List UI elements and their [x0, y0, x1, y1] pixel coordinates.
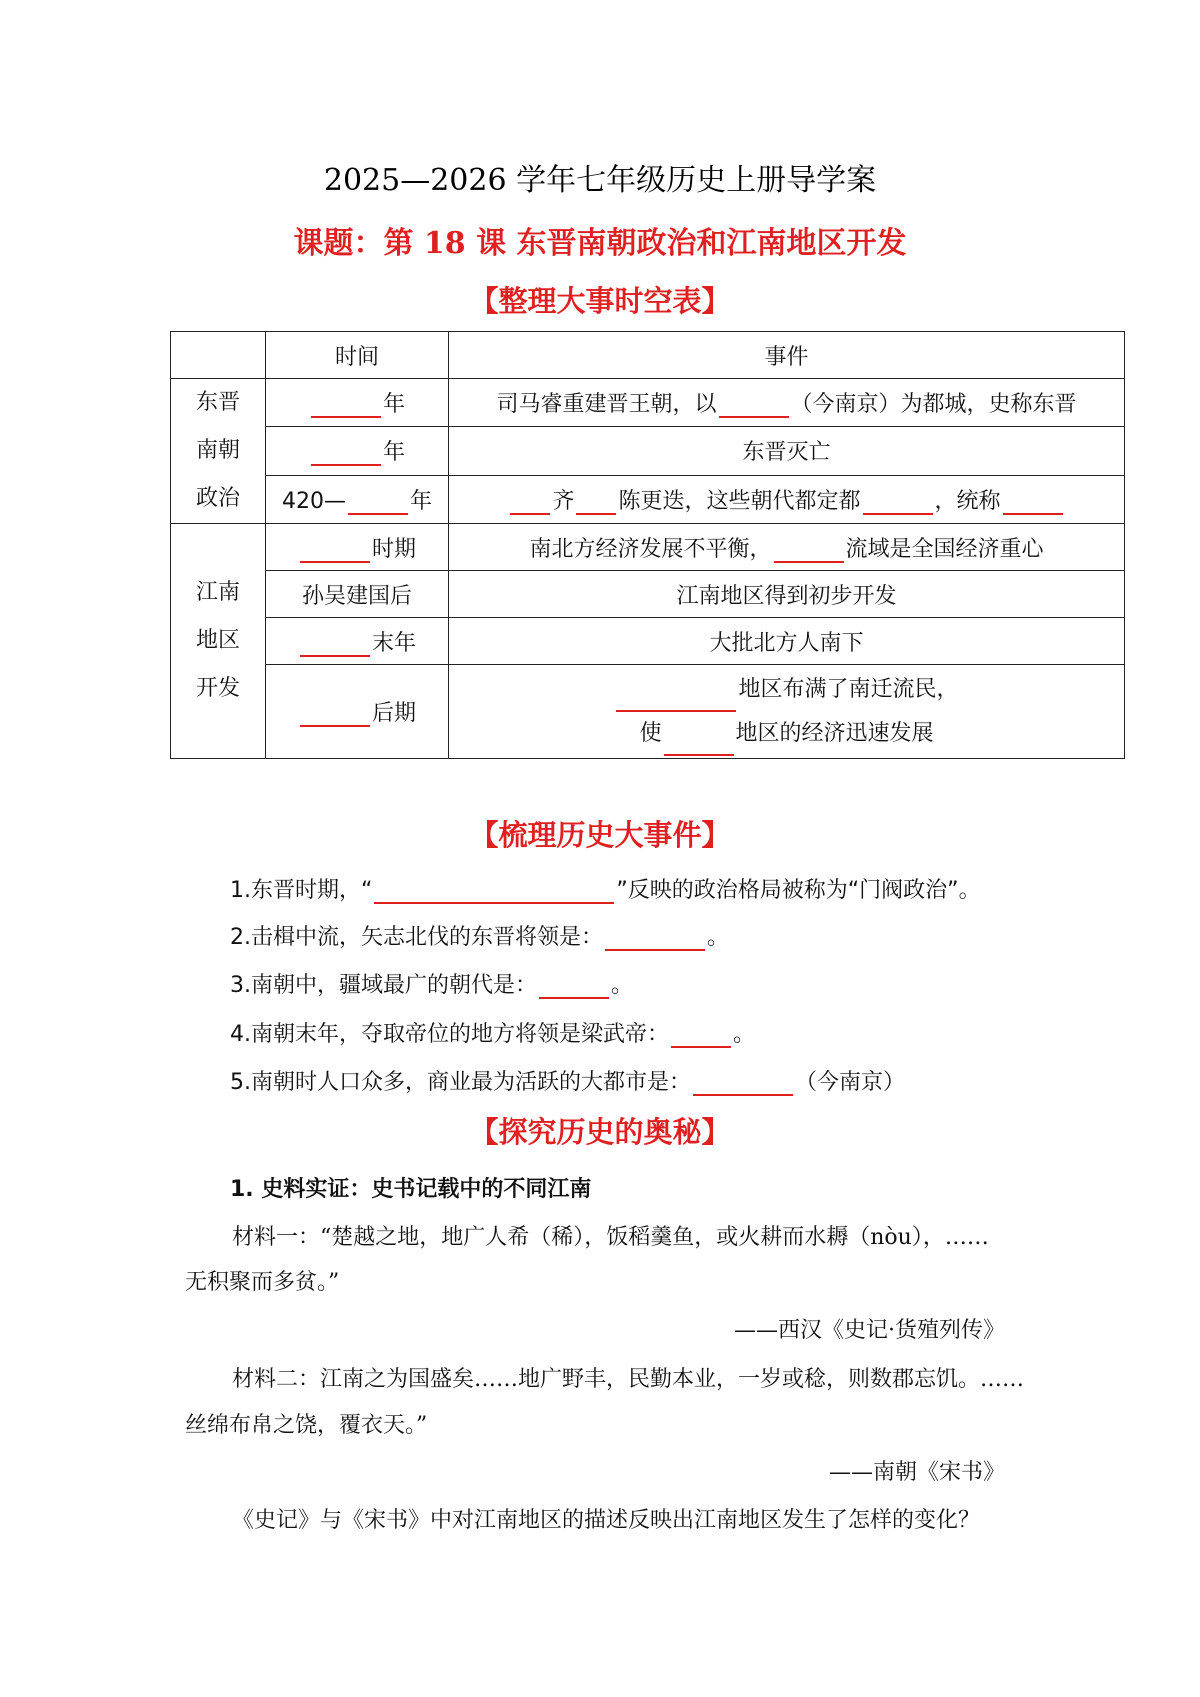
event-cell: 江南地区得到初步开发 — [449, 571, 1125, 618]
fill-blank[interactable] — [311, 390, 381, 418]
time-prefix: 420— — [281, 488, 346, 514]
event-text: 南北方经济发展不平衡， — [529, 536, 772, 562]
explore-subheading: 1. 史料实证：史书记载中的不同江南 — [230, 1177, 592, 1202]
question-text: 2.击楫中流，矢志北伐的东晋将领是： — [230, 925, 603, 950]
fill-blank[interactable] — [510, 487, 550, 515]
material-1-line-2: 无积聚而多贫。” — [185, 1270, 340, 1295]
explore-question: 《史记》与《宋书》中对江南地区的描述反映出江南地区发生了怎样的变化？ — [232, 1508, 981, 1533]
group-label-line: 开发 — [195, 676, 240, 701]
event-text: （今南京）为都城，史称东晋 — [790, 392, 1077, 418]
fill-blank[interactable] — [774, 535, 844, 563]
question-1 — [230, 873, 981, 904]
question-text: 1.东晋时期，“ — [230, 878, 373, 903]
event-text: 地区布满了南迁流民， — [738, 676, 959, 702]
event-text: 使 — [639, 720, 662, 746]
fill-blank[interactable] — [311, 438, 381, 466]
fill-blank[interactable] — [719, 390, 789, 418]
group-politics-label — [171, 379, 266, 524]
header-event: 事件 — [449, 332, 1125, 379]
question-5 — [230, 1065, 905, 1096]
event-text: 陈更迭，这些朝代都定都 — [618, 488, 861, 514]
question-text: 。 — [733, 1022, 756, 1047]
fill-blank[interactable] — [300, 699, 370, 727]
table-header-row — [171, 332, 1125, 379]
question-2 — [230, 920, 729, 951]
material-1-line-1: 材料一：“楚越之地，地广人希（稀），饭稻羹鱼，或火耕而水耨（nòu），…… — [232, 1225, 989, 1250]
event-text: 齐 — [552, 488, 575, 514]
event-cell — [449, 665, 1125, 759]
event-text: ，统称 — [934, 488, 1001, 514]
fill-blank[interactable] — [664, 728, 734, 756]
table-row — [171, 665, 1125, 759]
material-1-source: ——西汉《史记·货殖列传》 — [734, 1318, 1005, 1343]
time-cell — [266, 379, 449, 427]
group-label-line: 地区 — [195, 628, 240, 653]
timeline-table — [170, 331, 1125, 759]
event-cell: 大批北方人南下 — [449, 618, 1125, 665]
time-cell — [266, 475, 449, 523]
group-label-line: 政治 — [195, 486, 240, 511]
time-suffix: 时期 — [371, 536, 416, 562]
event-line — [449, 668, 1124, 712]
question-text: 5.南朝时人口众多，商业最为活跃的大都市是： — [230, 1070, 691, 1095]
event-line — [449, 712, 1124, 756]
page-title: 2025—2026 学年七年级历史上册导学案 — [323, 163, 877, 198]
question-3 — [230, 968, 633, 999]
event-cell — [449, 475, 1125, 523]
fill-blank[interactable] — [539, 971, 609, 999]
question-4 — [230, 1017, 755, 1048]
question-text: （今南京） — [795, 1070, 906, 1095]
question-text: 3.南朝中，疆域最广的朝代是： — [230, 973, 537, 998]
time-suffix: 后期 — [371, 701, 416, 726]
time-suffix: 年 — [382, 392, 405, 418]
event-cell: 东晋灭亡 — [449, 427, 1125, 475]
fill-blank[interactable] — [605, 923, 705, 951]
fill-blank[interactable] — [863, 487, 933, 515]
material-2-line-2: 丝绵布帛之饶，覆衣天。” — [185, 1413, 428, 1438]
section-events-heading: 【梳理历史大事件】 — [469, 818, 731, 852]
table-row — [171, 571, 1125, 618]
group-label-line: 南朝 — [195, 438, 240, 463]
question-text: 。 — [707, 925, 730, 950]
time-cell — [266, 665, 449, 759]
fill-blank[interactable] — [671, 1020, 731, 1048]
lesson-title: 课题：第 18 课 东晋南朝政治和江南地区开发 — [293, 226, 907, 261]
time-cell: 孙吴建国后 — [266, 571, 449, 618]
event-text: 地区的经济迅速发展 — [735, 720, 934, 746]
event-text: 司马睿重建晋王朝，以 — [496, 392, 717, 418]
time-suffix: 年 — [382, 440, 405, 466]
fill-blank[interactable] — [374, 876, 614, 904]
time-cell — [266, 524, 449, 571]
header-time: 时间 — [266, 332, 449, 379]
question-text: 。 — [611, 973, 634, 998]
event-cell — [449, 379, 1125, 427]
event-text: 流域是全国经济重心 — [845, 536, 1044, 562]
time-suffix: 末年 — [371, 630, 416, 656]
section-explore-heading: 【探究历史的奥秘】 — [469, 1115, 731, 1149]
section-timeline-heading: 【整理大事时空表】 — [469, 284, 731, 318]
fill-blank[interactable] — [616, 684, 736, 712]
fill-blank[interactable] — [1003, 487, 1063, 515]
fill-blank[interactable] — [300, 535, 370, 563]
table-row — [171, 475, 1125, 523]
material-2-source: ——南朝《宋书》 — [828, 1460, 1005, 1485]
table-row — [171, 524, 1125, 571]
question-text: ”反映的政治格局被称为“门阀政治”。 — [616, 878, 981, 903]
event-cell — [449, 524, 1125, 571]
table-row — [171, 379, 1125, 427]
time-cell — [266, 427, 449, 475]
fill-blank[interactable] — [348, 487, 408, 515]
material-2-line-1: 材料二：江南之为国盛矣……地广野丰，民勤本业，一岁或稔，则数郡忘饥。…… — [232, 1367, 1025, 1392]
fill-blank[interactable] — [300, 629, 370, 657]
question-text: 4.南朝末年，夺取帝位的地方将领是梁武帝： — [230, 1022, 669, 1047]
time-suffix: 年 — [409, 488, 432, 514]
group-label-line: 江南 — [195, 580, 240, 605]
fill-blank[interactable] — [576, 487, 616, 515]
group-jiangnan-label — [171, 524, 266, 759]
table-row — [171, 618, 1125, 665]
group-label-line: 东晋 — [195, 390, 240, 415]
time-cell — [266, 618, 449, 665]
fill-blank[interactable] — [693, 1068, 793, 1096]
header-empty-cell — [171, 332, 266, 379]
table-row — [171, 427, 1125, 475]
